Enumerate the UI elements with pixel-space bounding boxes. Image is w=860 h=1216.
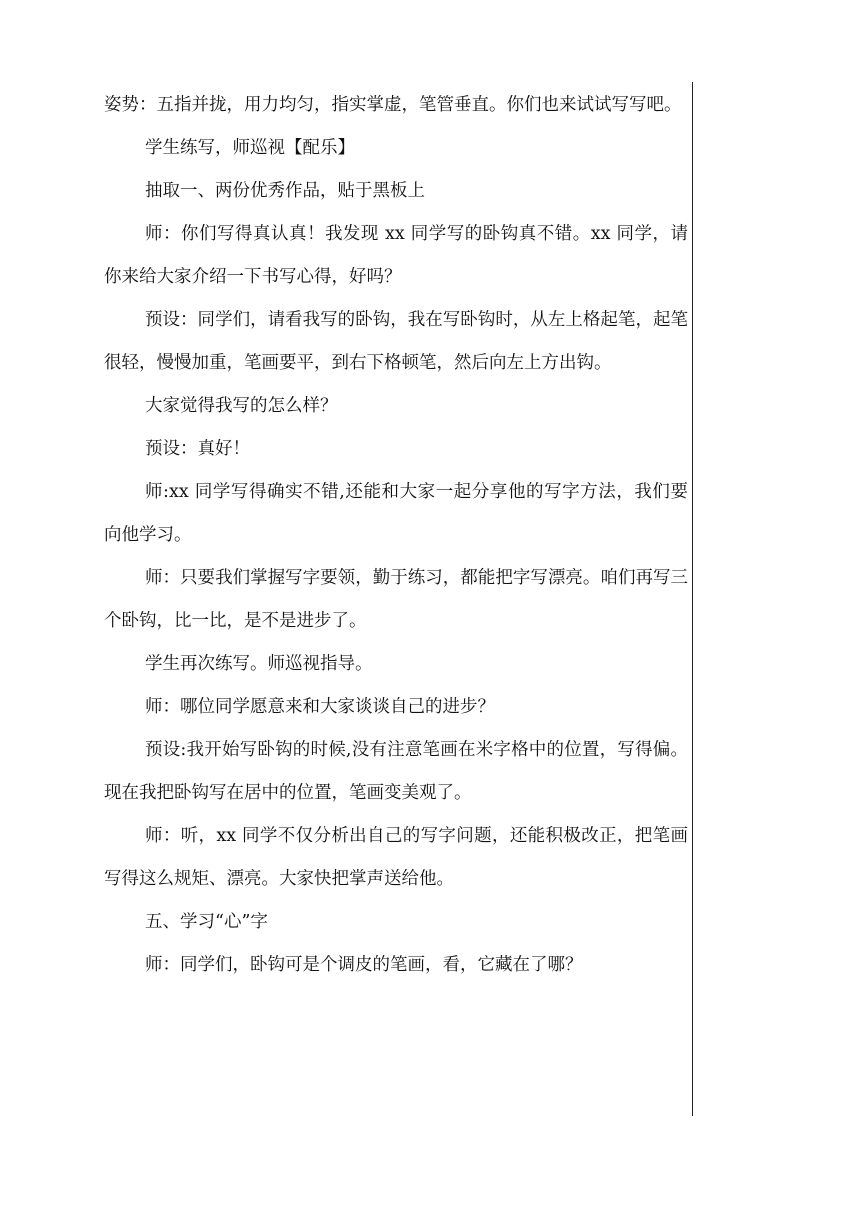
paragraph-student-progress: 预设:我开始写卧钩的时候,没有注意笔画在米字格中的位置，写得偏。现在我把卧钩写在居中的位置，笔画变美观了。: [104, 740, 688, 803]
table-right-border: [692, 82, 693, 1116]
paragraph-teacher-ask: 师：哪位同学愿意来和大家谈谈自己的进步？: [145, 697, 495, 717]
paragraph-teacher-encourage: 师：只要我们掌握写字要领，勤于练习，都能把字写漂亮。咱们再写三个卧钩，比一比，是不是进步了。: [104, 568, 688, 631]
paragraph-answer: 预设：真好！: [145, 439, 250, 459]
paragraph-student-practice: 学生练写，师巡视【配乐】: [145, 138, 355, 158]
paragraph-select-works: 抽取一、两份优秀作品，贴于黑板上: [145, 181, 425, 201]
paragraph-posture: 姿势：五指并拢，用力均匀，指实掌虚，笔管垂直。你们也来试试写写吧。: [104, 95, 682, 115]
paragraph-teacher-praise: 师：你们写得真认真！我发现 xx 同学写的卧钩真不错。xx 同学，请你来给大家介绍一下书写心得，好吗？: [104, 224, 688, 287]
paragraph-question: 大家觉得我写的怎么样？: [145, 396, 338, 416]
paragraph-teacher-comment: 师:xx 同学写得确实不错,还能和大家一起分享他的写字方法，我们要向他学习。: [104, 482, 688, 545]
paragraph-teacher-applause: 师：听，xx 同学不仅分析出自己的写字问题，还能积极改正，把笔画写得这么规矩、漂亮。大家快把掌声送给他。: [104, 826, 688, 889]
lesson-text-body: [104, 84, 688, 987]
paragraph-teacher-hidden-stroke: 师：同学们，卧钩可是个调皮的笔画，看，它藏在了哪？: [145, 955, 583, 975]
paragraph-practice-again: 学生再次练写。师巡视指导。: [145, 654, 373, 674]
paragraph-student-explanation: 预设：同学们，请看我写的卧钩，我在写卧钩时，从左上格起笔，起笔很轻，慢慢加重，笔画要平，到右下格顿笔，然后向左上方出钩。: [104, 310, 688, 373]
section-heading-xin: 五、学习“心”字: [145, 912, 268, 932]
